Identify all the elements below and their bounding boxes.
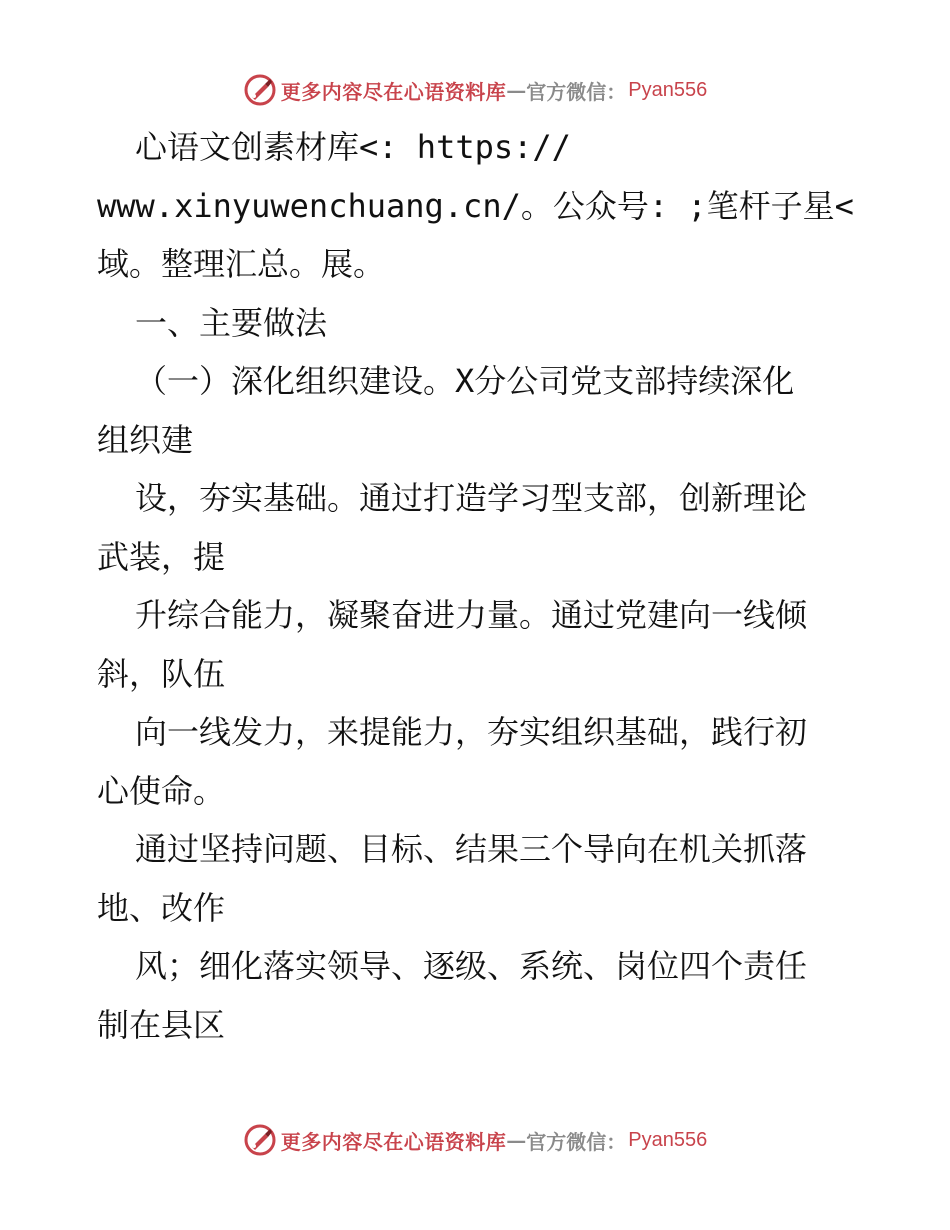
document-body xyxy=(97,118,857,1054)
footer-banner xyxy=(0,1120,950,1160)
banner-separator: — xyxy=(506,1128,527,1152)
banner-wechat-label: 官方微信： xyxy=(526,79,627,104)
pen-logo-icon xyxy=(243,73,277,107)
banner-wechat-id: Pyan556 xyxy=(628,1128,708,1151)
body-line: 地、改作 xyxy=(97,888,226,927)
body-line: 向一线发力，来提能力，夯实组织基础，践行初 xyxy=(135,713,808,751)
body-line: 斜，队伍 xyxy=(97,654,226,693)
body-line: 风；细化落实领导、逐级、系统、岗位四个责任 xyxy=(135,947,808,985)
body-line: 心使命。 xyxy=(97,771,226,810)
banner-separator: — xyxy=(506,78,527,102)
section-heading: 一、主要做法 xyxy=(135,303,328,342)
body-line: 升综合能力，凝聚奋进力量。通过党建向一线倾 xyxy=(135,596,808,634)
body-line: 设，夯实基础。通过打造学习型支部，创新理论 xyxy=(135,479,808,517)
pen-logo-icon xyxy=(243,1123,277,1157)
body-line: 武装，提 xyxy=(97,537,226,576)
body-line: 通过坚持问题、目标、结果三个导向在机关抓落 xyxy=(135,830,808,868)
banner-wechat-id: Pyan556 xyxy=(628,78,708,101)
body-line: www.xinyuwenchuang.cn/。公众号: ;笔杆子星< xyxy=(97,186,854,225)
body-line: （一）深化组织建设。X分公司党支部持续深化 xyxy=(135,362,795,400)
header-banner xyxy=(0,70,950,110)
banner-wechat-label: 官方微信： xyxy=(526,1129,627,1154)
body-line: 制在县区 xyxy=(97,1005,226,1044)
body-line: 心语文创素材库<: https:// xyxy=(135,128,571,166)
banner-main-text: 更多内容尽在心语资料库 xyxy=(280,79,507,104)
body-line: 域。整理汇总。展。 xyxy=(97,245,386,283)
banner-main-text: 更多内容尽在心语资料库 xyxy=(280,1129,507,1154)
body-line: 组织建 xyxy=(97,420,194,459)
